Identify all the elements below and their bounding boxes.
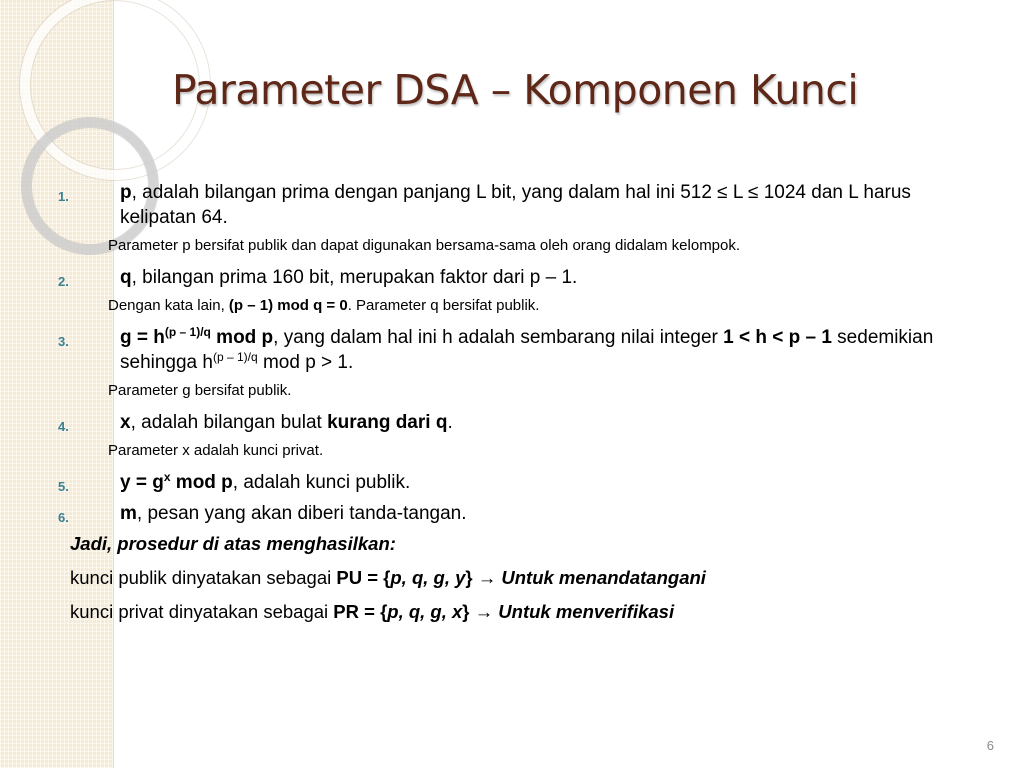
item-text: , pesan yang akan diberi tanda-tangan. — [136, 503, 467, 524]
private-key-label: kunci privat dinyatakan sebagai — [70, 601, 334, 622]
item-text: mod p > 1. — [257, 352, 354, 373]
public-key-vars: p, q, g, y — [390, 567, 466, 588]
arrow-right-icon: → — [469, 601, 499, 622]
term: x — [120, 412, 131, 433]
item-note: Parameter p bersifat publik dan dapat digunakan bersama-sama oleh orang didalam kelompok. — [108, 237, 741, 254]
item-note: Parameter x adalah kunci privat. — [108, 442, 324, 459]
list-number: 3. — [58, 334, 69, 349]
private-key-vars: p, q, g, x — [387, 601, 463, 622]
public-key-value: PU = { — [336, 567, 391, 588]
public-key-use: Untuk menandatangani — [501, 567, 706, 588]
term-base: y = g — [120, 472, 164, 493]
condition: 1 < h < p – 1 — [723, 327, 832, 348]
summary-heading — [58, 532, 978, 556]
term: p — [120, 182, 132, 203]
item-text: , yang dalam hal ini h adalah sembarang nilai integer — [273, 327, 724, 348]
list-number: 4. — [58, 419, 69, 434]
private-key-value: PR = { — [333, 601, 388, 622]
list-item-y — [58, 470, 978, 495]
list-number: 6. — [58, 510, 69, 525]
term — [120, 472, 233, 493]
private-key-use: Untuk menverifikasi — [498, 601, 675, 622]
list-item-p — [58, 180, 978, 230]
public-key-line — [58, 566, 978, 590]
private-key-line — [58, 600, 978, 624]
item-emphasis: kurang dari q — [327, 412, 448, 433]
term — [120, 327, 273, 348]
public-key-close: } — [465, 567, 473, 588]
note-text: Dengan kata lain, — [108, 297, 229, 314]
tail-exponent: (p – 1)/q — [212, 350, 258, 364]
list-number: 1. — [58, 189, 69, 204]
private-key-close: } — [462, 601, 470, 622]
item-text: , bilangan prima 160 bit, merupakan faktor dari p – 1. — [131, 267, 578, 288]
term: m — [120, 503, 137, 524]
list-item-x — [58, 410, 978, 435]
item-text: sedemikian sehingga h — [120, 327, 934, 373]
term-exponent: (p – 1)/q — [164, 325, 211, 339]
item-note: Parameter g bersifat publik. — [108, 382, 292, 399]
note-formula: (p – 1) mod q = 0 — [228, 297, 348, 314]
list-number: 5. — [58, 479, 69, 494]
term-mod: mod p — [170, 472, 233, 493]
page-number: 6 — [986, 738, 994, 753]
note-text: . Parameter q bersifat publik. — [347, 297, 540, 314]
item-text: , adalah bilangan bulat — [130, 412, 328, 433]
item-note — [58, 296, 978, 315]
arrow-right-icon: → — [472, 567, 502, 588]
item-text: , adalah kunci publik. — [232, 472, 411, 493]
list-number: 2. — [58, 274, 69, 289]
list-item-m — [58, 501, 978, 526]
item-text: , adalah bilangan prima dengan panjang L bit, yang dalam hal ini 512 ≤ L ≤ 1024 dan L harus kelipatan 64. — [120, 182, 911, 228]
slide-title: Parameter DSA – Komponen Kunci — [172, 66, 859, 114]
term-base: g = h — [120, 327, 165, 348]
term-exponent: x — [163, 470, 171, 484]
item-text: . — [447, 412, 453, 433]
term-mod: mod p — [210, 327, 274, 348]
public-key-label: kunci publik dinyatakan sebagai — [70, 567, 337, 588]
list-item-g — [58, 325, 978, 375]
term: q — [120, 267, 132, 288]
slide-content — [58, 180, 978, 634]
summary-heading-text: Jadi, prosedur di atas menghasilkan: — [70, 533, 396, 554]
list-item-q — [58, 265, 978, 290]
